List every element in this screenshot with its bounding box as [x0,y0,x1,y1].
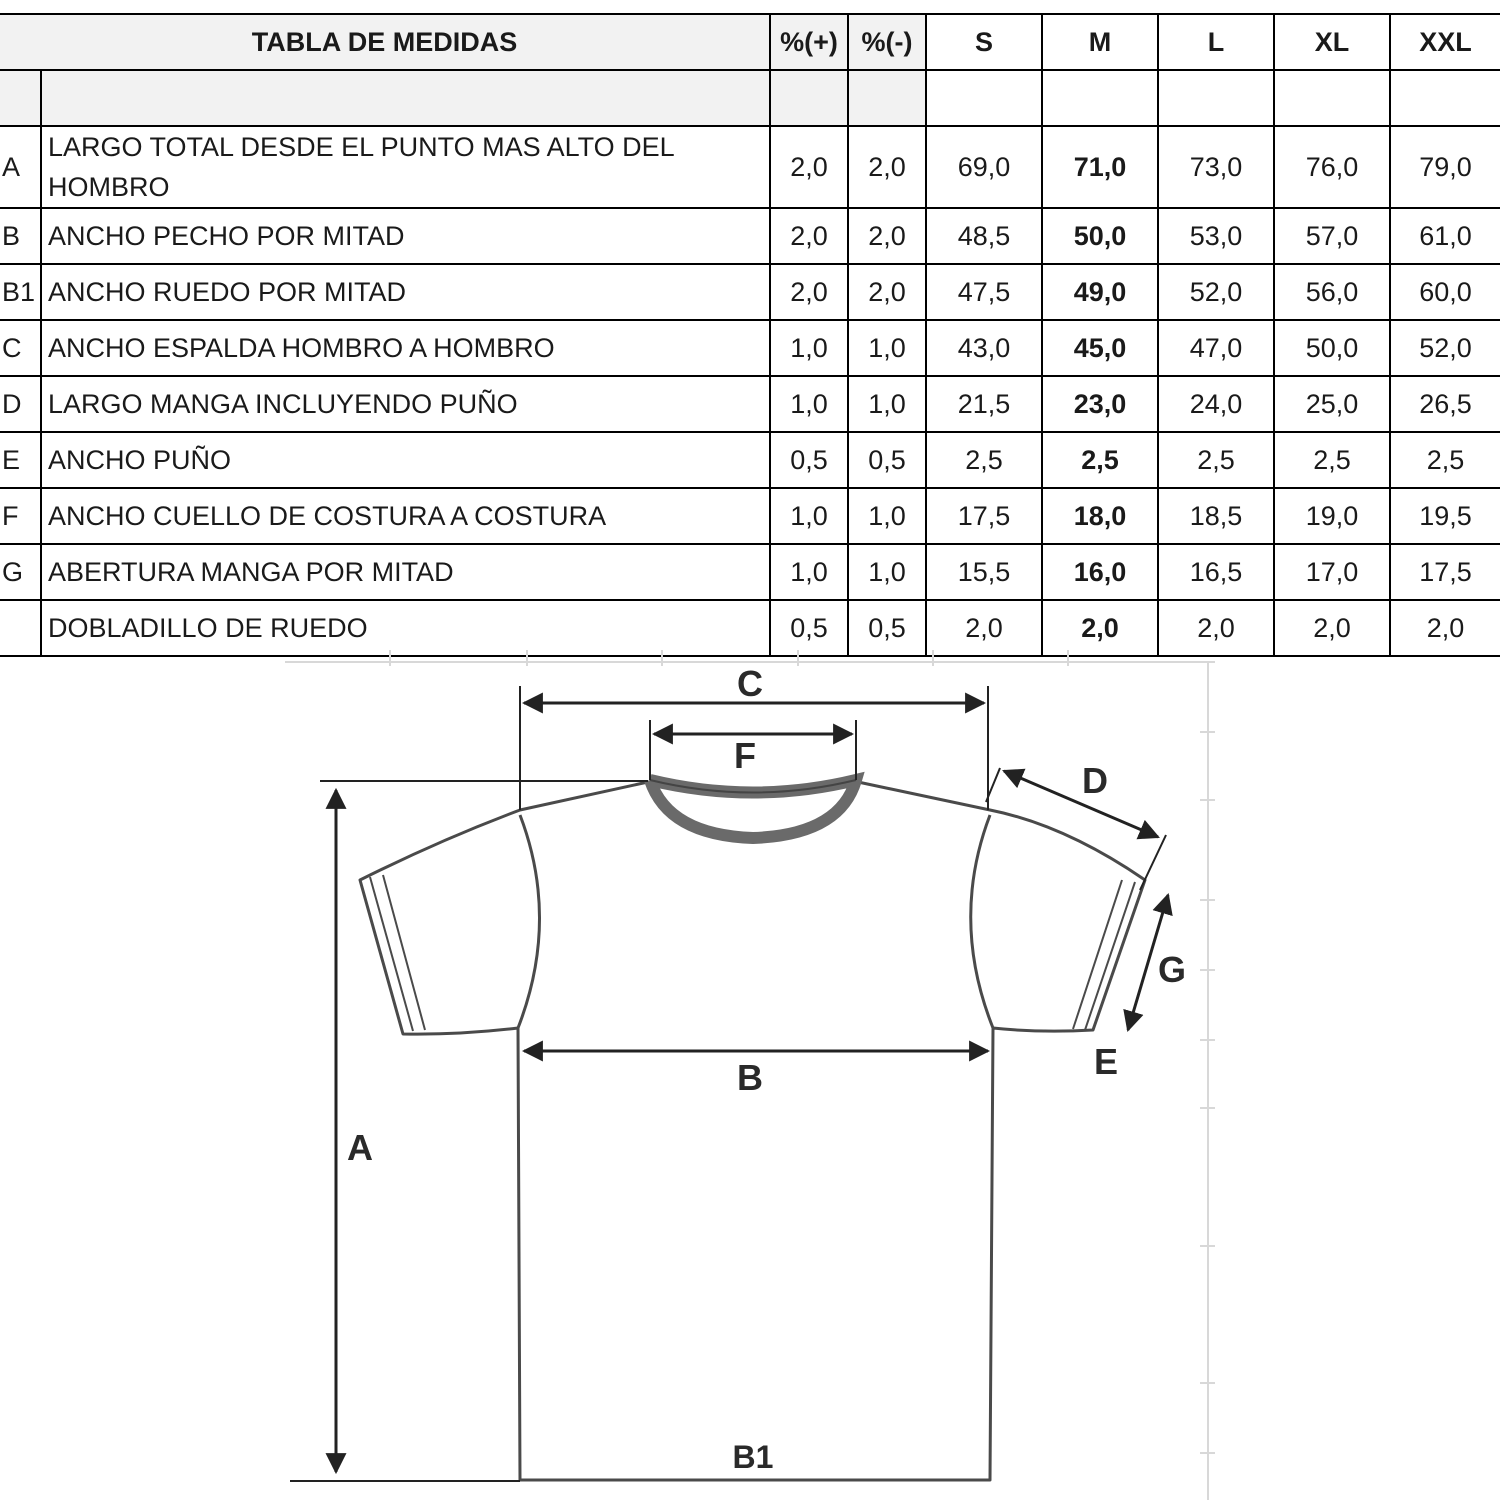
measure-code: B1 [0,264,41,320]
tolerance-minus-cell: 1,0 [848,544,926,600]
value-cell-s: 69,0 [926,126,1042,208]
measure-code: E [0,432,41,488]
blank-cell [41,70,770,126]
table-row [0,600,1500,656]
value-cell-s: 43,0 [926,320,1042,376]
blank-cell [1274,70,1390,126]
value-cell-xxl: 52,0 [1390,320,1500,376]
value-cell-m: 50,0 [1042,208,1158,264]
table-row [0,320,1500,376]
value-cell-s: 2,5 [926,432,1042,488]
value-cell-xl: 2,0 [1274,600,1390,656]
label-d: D [1082,760,1108,801]
value-cell-s: 15,5 [926,544,1042,600]
table-row [0,488,1500,544]
measure-code: F [0,488,41,544]
value-cell-s: 48,5 [926,208,1042,264]
blank-cell [1042,70,1158,126]
measure-description: LARGO TOTAL DESDE EL PUNTO MAS ALTO DEL HOMBRO [41,126,770,208]
measure-code: D [0,376,41,432]
tolerance-plus-cell: 0,5 [770,600,848,656]
value-cell-l: 24,0 [1158,376,1274,432]
value-cell-xxl: 60,0 [1390,264,1500,320]
size-header-s: S [926,14,1042,70]
measure-description: ANCHO CUELLO DE COSTURA A COSTURA [41,488,770,544]
size-chart-table [0,13,1500,657]
blank-cell [770,70,848,126]
tolerance-plus-cell: 1,0 [770,320,848,376]
tolerance-plus-cell: 2,0 [770,208,848,264]
tolerance-minus-cell: 1,0 [848,488,926,544]
dimension-labels [347,663,1186,1475]
table-row [0,376,1500,432]
value-cell-l: 2,5 [1158,432,1274,488]
size-header-xl: XL [1274,14,1390,70]
tolerance-minus-header: %(-) [848,14,926,70]
tolerance-plus-header: %(+) [770,14,848,70]
value-cell-xl: 50,0 [1274,320,1390,376]
value-cell-xl: 25,0 [1274,376,1390,432]
value-cell-l: 73,0 [1158,126,1274,208]
dimension-d [1004,771,1158,837]
value-cell-l: 18,5 [1158,488,1274,544]
table-row [0,126,1500,208]
measure-description: ANCHO PUÑO [41,432,770,488]
blank-cell [848,70,926,126]
label-b: B [737,1057,763,1098]
value-cell-m: 16,0 [1042,544,1158,600]
value-cell-m: 71,0 [1042,126,1158,208]
blank-cell [0,70,41,126]
value-cell-xxl: 79,0 [1390,126,1500,208]
table-title: TABLA DE MEDIDAS [0,14,770,70]
size-header-l: L [1158,14,1274,70]
value-cell-xxl: 19,5 [1390,488,1500,544]
tolerance-minus-cell: 2,0 [848,126,926,208]
value-cell-xxl: 2,0 [1390,600,1500,656]
value-cell-xl: 76,0 [1274,126,1390,208]
value-cell-m: 18,0 [1042,488,1158,544]
header-row [0,14,1500,70]
tolerance-minus-cell: 2,0 [848,208,926,264]
label-g: G [1157,949,1187,990]
value-cell-m: 23,0 [1042,376,1158,432]
tshirt-measurement-diagram [0,650,1500,1500]
size-header-m: M [1042,14,1158,70]
measure-description: ABERTURA MANGA POR MITAD [41,544,770,600]
value-cell-m: 49,0 [1042,264,1158,320]
label-f: F [734,735,756,776]
label-a: A [347,1127,373,1168]
value-cell-xl: 19,0 [1274,488,1390,544]
tshirt-outline [360,782,1145,1480]
tolerance-minus-cell: 0,5 [848,432,926,488]
value-cell-l: 52,0 [1158,264,1274,320]
measure-code: B [0,208,41,264]
measure-code [0,600,41,656]
value-cell-l: 16,5 [1158,544,1274,600]
tolerance-minus-cell: 1,0 [848,320,926,376]
value-cell-s: 17,5 [926,488,1042,544]
table-row [0,432,1500,488]
measure-description: ANCHO PECHO POR MITAD [41,208,770,264]
value-cell-m: 2,0 [1042,600,1158,656]
value-cell-s: 21,5 [926,376,1042,432]
blank-cell [1390,70,1500,126]
tolerance-plus-cell: 1,0 [770,488,848,544]
measure-description: ANCHO RUEDO POR MITAD [41,264,770,320]
tolerance-minus-cell: 1,0 [848,376,926,432]
value-cell-xxl: 26,5 [1390,376,1500,432]
tolerance-minus-cell: 2,0 [848,264,926,320]
blank-row [0,70,1500,126]
measure-description: DOBLADILLO DE RUEDO [41,600,770,656]
dimension-lines [290,686,1168,1481]
value-cell-s: 2,0 [926,600,1042,656]
tolerance-plus-cell: 2,0 [770,264,848,320]
tolerance-plus-cell: 0,5 [770,432,848,488]
value-cell-xl: 2,5 [1274,432,1390,488]
measure-description: ANCHO ESPALDA HOMBRO A HOMBRO [41,320,770,376]
tolerance-minus-cell: 0,5 [848,600,926,656]
value-cell-xl: 56,0 [1274,264,1390,320]
value-cell-l: 2,0 [1158,600,1274,656]
tolerance-plus-cell: 1,0 [770,376,848,432]
label-e: E [1093,1041,1119,1082]
value-cell-m: 45,0 [1042,320,1158,376]
tolerance-plus-cell: 1,0 [770,544,848,600]
table-row [0,544,1500,600]
value-cell-xxl: 17,5 [1390,544,1500,600]
value-cell-xxl: 2,5 [1390,432,1500,488]
value-cell-s: 47,5 [926,264,1042,320]
measure-code: C [0,320,41,376]
value-cell-l: 47,0 [1158,320,1274,376]
table-row [0,208,1500,264]
value-cell-m: 2,5 [1042,432,1158,488]
label-c: C [737,663,763,704]
measure-code: G [0,544,41,600]
value-cell-xl: 17,0 [1274,544,1390,600]
size-header-xxl: XXL [1390,14,1500,70]
measure-code: A [0,126,41,208]
tolerance-plus-cell: 2,0 [770,126,848,208]
table-row [0,264,1500,320]
measure-description: LARGO MANGA INCLUYENDO PUÑO [41,376,770,432]
value-cell-l: 53,0 [1158,208,1274,264]
value-cell-xxl: 61,0 [1390,208,1500,264]
blank-cell [926,70,1042,126]
value-cell-xl: 57,0 [1274,208,1390,264]
blank-cell [1158,70,1274,126]
label-b1: B1 [732,1439,774,1475]
collar [650,780,856,838]
